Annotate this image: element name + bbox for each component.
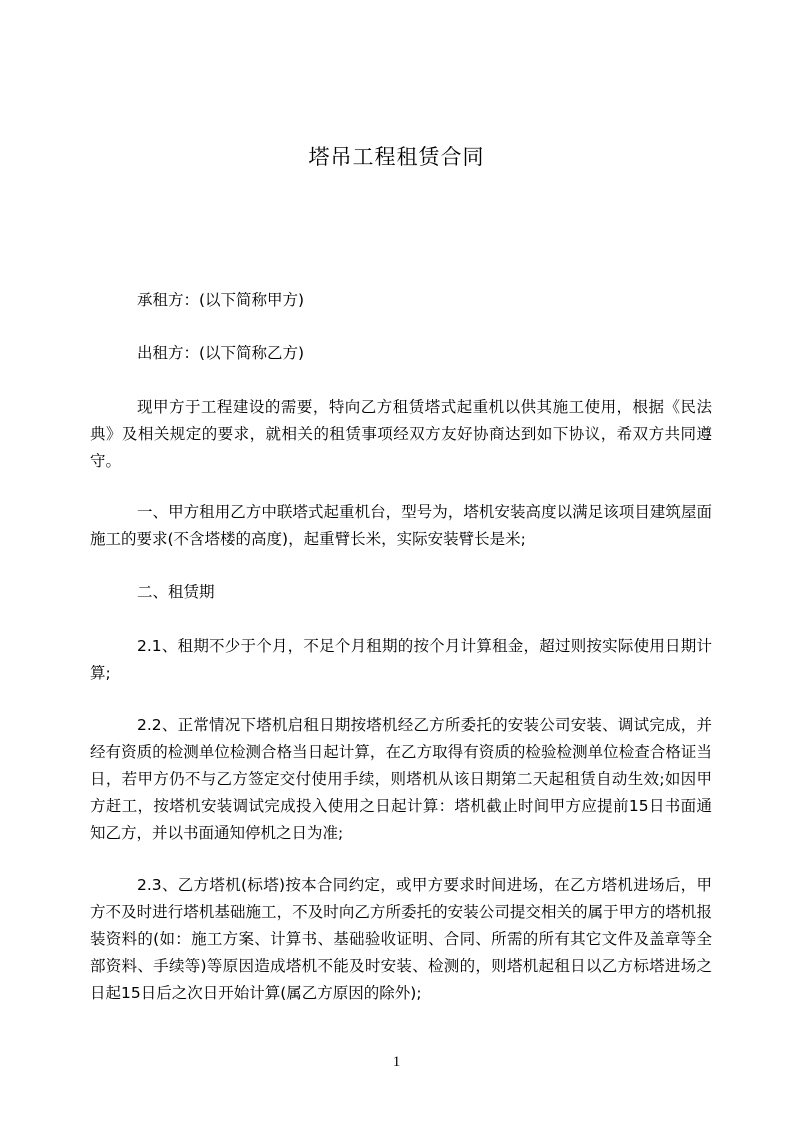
lessee-paragraph: 承租方：(以下简称甲方) bbox=[137, 291, 305, 309]
section-2-heading: 二、租赁期 bbox=[137, 583, 215, 601]
section-1-paragraph: 一、甲方租用乙方中联塔式起重机台，型号为，塔机安装高度以满足该项目建筑屋面施工的要求(不含塔楼的高度)，起重臂长米，实际安装臂长是米; bbox=[90, 503, 712, 548]
lessor-paragraph: 出租方：(以下简称乙方) bbox=[137, 344, 305, 362]
intro-paragraph: 现甲方于工程建设的需要，特向乙方租赁塔式起重机以供其施工使用，根据《民法典》及相关规定的要求，就相关的租赁事项经双方友好协商达到如下协议，希双方共同遵守。 bbox=[90, 398, 712, 470]
clause-2-3-paragraph: 2.3、乙方塔机(标塔)按本合同约定，或甲方要求时间进场，在乙方塔机进场后，甲方不及时进行塔机基础施工，不及时向乙方所委托的安装公司提交相关的属于甲方的塔机报装资料的(如：施工方案、计算书、基础验收证明、合同、所需的所有其它文件及盖章等全部资料、手续等)等原因造成塔机不能及时安装、检测的，则塔机起租日以乙方标塔进场之日起15日后之次日开始计算(属乙方原因的除外); bbox=[90, 876, 712, 1002]
page-title: 塔吊工程租赁合同 bbox=[308, 145, 485, 169]
page-number: 1 bbox=[392, 1054, 401, 1070]
clause-2-1-paragraph: 2.1、租期不少于个月，不足个月租期的按个月计算租金，超过则按实际使用日期计算; bbox=[90, 637, 712, 682]
clause-2-2-paragraph: 2.2、正常情况下塔机启租日期按塔机经乙方所委托的安装公司安装、调试完成，并经有资质的检测单位检测合格当日起计算，在乙方取得有资质的检验检测单位检查合格证当日，若甲方仍不与乙方签定交付使用手续，则塔机从该日期第二天起租赁自动生效;如因甲方赶工，按塔机安装调试完成投入使用之日起计算：塔机截止时间甲方应提前15日书面通知乙方，并以书面通知停机之日为准; bbox=[90, 716, 712, 842]
